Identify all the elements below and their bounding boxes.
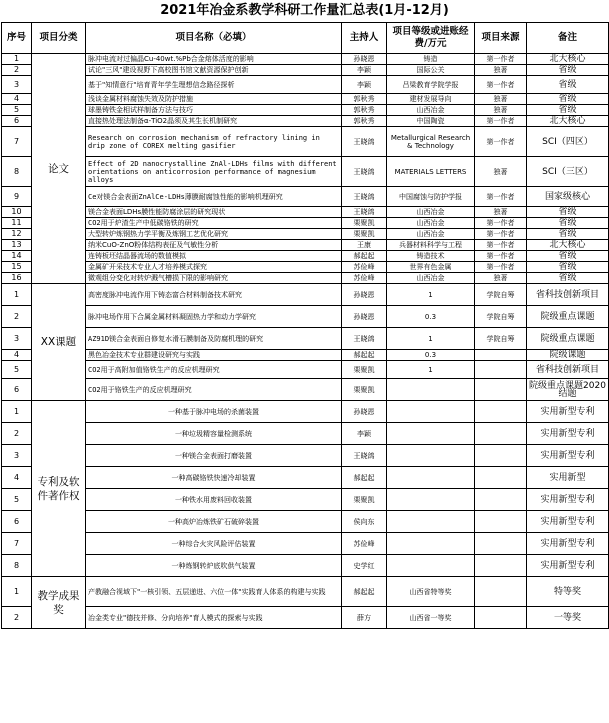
row-seq: 2	[2, 423, 32, 445]
row-seq: 13	[2, 240, 32, 251]
row-leader: 王晓鸽	[342, 328, 387, 350]
row-seq: 4	[2, 350, 32, 361]
row-name: 高密度脉冲电流作用下铸态富合材料制备技术研究	[86, 284, 342, 306]
table-row	[2, 240, 609, 251]
table-row	[2, 306, 609, 328]
row-source	[475, 511, 527, 533]
row-source: 学院自筹	[475, 328, 527, 350]
table-row	[2, 187, 609, 207]
row-seq: 6	[2, 379, 32, 401]
row-name: 镁合金表面LDHs膜性能防腐涂层的研究现状	[86, 207, 342, 218]
row-leader: 栗聚凯	[342, 361, 387, 379]
row-name: 产教融合视域下"一核引领、五层递进、六位一体"实践育人体系的构建与实践	[86, 577, 342, 607]
row-level: 铸造	[387, 54, 475, 65]
row-seq: 4	[2, 467, 32, 489]
row-note: 省级	[527, 207, 609, 218]
table-row	[2, 533, 609, 555]
row-name: 金属矿开采技术专业人才培养模式探究	[86, 262, 342, 273]
row-name: 一种垃圾精容量检测系统	[86, 423, 342, 445]
header-category: 项目分类	[32, 23, 86, 54]
row-leader: 李颖	[342, 65, 387, 76]
page-title: 2021年冶金系教学科研工作量汇总表(1月-12月)	[160, 3, 449, 18]
row-seq: 3	[2, 328, 32, 350]
row-seq: 11	[2, 218, 32, 229]
row-leader: 孙晓恩	[342, 401, 387, 423]
row-leader: 郭秋秀	[342, 116, 387, 127]
row-note: 省科技创新项目	[527, 361, 609, 379]
row-leader: 王晓鸽	[342, 207, 387, 218]
table-row	[2, 251, 609, 262]
row-seq: 5	[2, 361, 32, 379]
row-leader: 苏俭峰	[342, 533, 387, 555]
table-body	[2, 54, 609, 629]
row-seq: 2	[2, 306, 32, 328]
row-source	[475, 379, 527, 401]
row-name: 黑色冶金技术专业群建设研究与实践	[86, 350, 342, 361]
row-note: 省级	[527, 218, 609, 229]
row-note: 实用新型专利	[527, 533, 609, 555]
table-row	[2, 105, 609, 116]
row-seq: 5	[2, 105, 32, 116]
row-note: SCI（三区）	[527, 157, 609, 187]
table-row	[2, 489, 609, 511]
row-note: 实用新型专利	[527, 401, 609, 423]
row-name: 一种基于脉冲电场的杀菌装置	[86, 401, 342, 423]
row-seq: 15	[2, 262, 32, 273]
row-note: 省级	[527, 105, 609, 116]
header-leader: 主持人	[342, 23, 387, 54]
table-row	[2, 511, 609, 533]
row-source: 第一作者	[475, 251, 527, 262]
row-leader: 王康	[342, 240, 387, 251]
row-level: 铸造技术	[387, 251, 475, 262]
row-leader: 薛方	[342, 607, 387, 629]
row-seq: 14	[2, 251, 32, 262]
row-level: 中国腐蚀与防护学报	[387, 187, 475, 207]
row-level	[387, 489, 475, 511]
header-seq: 序号	[2, 23, 32, 54]
row-note: 院级课题	[527, 350, 609, 361]
row-leader: 栗聚凯	[342, 489, 387, 511]
row-level: 吕梁教育学院学报	[387, 76, 475, 94]
row-level: 1	[387, 361, 475, 379]
row-source: 独著	[475, 157, 527, 187]
header-source: 项目来源	[475, 23, 527, 54]
row-name: CO2用于炉渣生产中低碳铬铁的研究	[86, 218, 342, 229]
row-level: 山西冶金	[387, 229, 475, 240]
header-note: 备注	[527, 23, 609, 54]
row-source	[475, 401, 527, 423]
row-seq: 6	[2, 511, 32, 533]
row-level	[387, 555, 475, 577]
row-note: 省级	[527, 65, 609, 76]
row-name: CO2用于高附加值铬铁生产的反应机理研究	[86, 361, 342, 379]
row-leader: 苏俭峰	[342, 262, 387, 273]
table-row	[2, 577, 609, 607]
row-leader: 栗聚凯	[342, 229, 387, 240]
row-source	[475, 533, 527, 555]
header-level: 项目等级或进账经费/万元	[387, 23, 475, 54]
table-row	[2, 273, 609, 284]
row-level: 山西冶金	[387, 218, 475, 229]
row-seq: 8	[2, 555, 32, 577]
row-level: 山西省一等奖	[387, 607, 475, 629]
row-note: 省级	[527, 94, 609, 105]
table-row	[2, 54, 609, 65]
table-row	[2, 218, 609, 229]
row-name: 球墨铸铁金相试样制备方法与技巧	[86, 105, 342, 116]
row-note: 北大核心	[527, 54, 609, 65]
row-name: Research on corrosion mechanism of refractory lining in drip zone of COREX melting gasifier	[86, 127, 342, 157]
row-note: 实用新型专利	[527, 489, 609, 511]
row-source: 独著	[475, 94, 527, 105]
row-leader: 李颖	[342, 76, 387, 94]
row-level: 山西冶金	[387, 105, 475, 116]
header-name: 项目名称（必填）	[86, 23, 342, 54]
table-row	[2, 401, 609, 423]
row-name: 纳米CuO-ZnO粉体结构表征及气敏性分析	[86, 240, 342, 251]
row-leader: 栗聚凯	[342, 379, 387, 401]
row-level: Metallurgical Research & Technology	[387, 127, 475, 157]
row-level	[387, 401, 475, 423]
row-level: MATERIALS LETTERS	[387, 157, 475, 187]
row-source	[475, 467, 527, 489]
row-leader: 王晓鸽	[342, 157, 387, 187]
row-name: 脉冲电场作用下合属金属材料凝固热力学和动力学研究	[86, 306, 342, 328]
row-seq: 2	[2, 65, 32, 76]
row-leader: 郝起起	[342, 251, 387, 262]
workload-table	[1, 22, 609, 629]
row-name: CO2用于铬铁生产的反应机理研究	[86, 379, 342, 401]
row-leader: 王晓鸽	[342, 187, 387, 207]
row-leader: 王晓鸽	[342, 127, 387, 157]
row-seq: 7	[2, 127, 32, 157]
row-level: 山西冶金	[387, 207, 475, 218]
row-source: 学院自筹	[475, 284, 527, 306]
row-seq: 1	[2, 401, 32, 423]
row-leader: 侯向东	[342, 511, 387, 533]
row-level: 1	[387, 284, 475, 306]
row-name: 试论"三风"建设视野下高校图书馆文献资源保护创新	[86, 65, 342, 76]
row-seq: 5	[2, 489, 32, 511]
table-row	[2, 350, 609, 361]
row-seq: 9	[2, 187, 32, 207]
row-level	[387, 533, 475, 555]
row-level	[387, 467, 475, 489]
row-seq: 4	[2, 94, 32, 105]
row-seq: 12	[2, 229, 32, 240]
category-cell: 专利及软件著作权	[32, 401, 86, 577]
row-level: 山西冶金	[387, 273, 475, 284]
row-note: 特等奖	[527, 577, 609, 607]
row-note: 院级重点课题	[527, 328, 609, 350]
row-note: 院级重点课题2020结题	[527, 379, 609, 401]
row-note: 省级	[527, 273, 609, 284]
table-row	[2, 555, 609, 577]
row-seq: 2	[2, 607, 32, 629]
row-seq: 8	[2, 157, 32, 187]
row-name: 一种炼钢转炉底吹供气装置	[86, 555, 342, 577]
row-note: 实用新型	[527, 467, 609, 489]
row-level: 建材发展导向	[387, 94, 475, 105]
row-note: 实用新型专利	[527, 423, 609, 445]
row-name: 直接热处理法制备α-TiO2晶须及其生长机制研究	[86, 116, 342, 127]
row-name: Ce对镁合金表面ZnAlCe-LDHs薄膜耐腐蚀性能的影响机理研究	[86, 187, 342, 207]
row-level	[387, 445, 475, 467]
row-level: 0.3	[387, 350, 475, 361]
row-note: 省级	[527, 76, 609, 94]
row-name: 冶金类专业"德技并修、分向培养"育人模式的探索与实践	[86, 607, 342, 629]
row-seq: 1	[2, 54, 32, 65]
category-cell: 论文	[32, 54, 86, 284]
table-row	[2, 76, 609, 94]
row-source: 第一作者	[475, 229, 527, 240]
row-leader: 栗聚凯	[342, 218, 387, 229]
row-source	[475, 361, 527, 379]
row-name: 浅谈金属材料腐蚀失效及防护措施	[86, 94, 342, 105]
row-level	[387, 511, 475, 533]
row-level: 世界有色金属	[387, 262, 475, 273]
table-row	[2, 607, 609, 629]
row-name: 一种铁水用废料回收装置	[86, 489, 342, 511]
row-source	[475, 423, 527, 445]
row-seq: 6	[2, 116, 32, 127]
row-note: 省级	[527, 251, 609, 262]
row-note: 一等奖	[527, 607, 609, 629]
row-source: 第一作者	[475, 218, 527, 229]
row-leader: 孙晓恩	[342, 284, 387, 306]
row-seq: 7	[2, 533, 32, 555]
row-leader: 李颖	[342, 423, 387, 445]
row-note: 北大核心	[527, 116, 609, 127]
table-row	[2, 361, 609, 379]
table-row	[2, 127, 609, 157]
row-seq: 16	[2, 273, 32, 284]
row-source: 第一作者	[475, 187, 527, 207]
row-note: 实用新型专利	[527, 555, 609, 577]
row-note: 实用新型专利	[527, 445, 609, 467]
row-leader: 郝起起	[342, 467, 387, 489]
row-note: 国家级核心	[527, 187, 609, 207]
table-row	[2, 284, 609, 306]
row-source	[475, 555, 527, 577]
row-source	[475, 577, 527, 607]
row-note: 省级	[527, 262, 609, 273]
row-source: 第一作者	[475, 54, 527, 65]
row-source: 独著	[475, 273, 527, 284]
row-name: 一种高碳铬铁快速冷却装置	[86, 467, 342, 489]
row-leader: 苏俭峰	[342, 273, 387, 284]
row-leader: 郭秋秀	[342, 105, 387, 116]
row-name: 大型转炉炼钢热力学平衡及炼钢工艺优化研究	[86, 229, 342, 240]
row-seq: 10	[2, 207, 32, 218]
row-name: 基于"知情意行"培育青年学生理想信念路径探析	[86, 76, 342, 94]
row-source: 独著	[475, 105, 527, 116]
header-row	[2, 23, 609, 54]
table-row	[2, 65, 609, 76]
row-level: 1	[387, 328, 475, 350]
row-leader: 郭秋秀	[342, 94, 387, 105]
row-name: Effect of 2D nanocrystalline ZnAl-LDHs films with different orientations on anticorrosion performance of magnesium alloys	[86, 157, 342, 187]
table-row	[2, 116, 609, 127]
row-seq: 1	[2, 577, 32, 607]
row-source	[475, 489, 527, 511]
row-source: 独著	[475, 65, 527, 76]
table-row	[2, 379, 609, 401]
row-level	[387, 379, 475, 401]
row-note: SCI（四区）	[527, 127, 609, 157]
row-seq: 1	[2, 284, 32, 306]
row-name: 一种高炉冶炼铁矿石破碎装置	[86, 511, 342, 533]
table-row	[2, 207, 609, 218]
row-name: 脉冲电流对过偏晶Cu-40wt.%Pb合金熔体活度的影响	[86, 54, 342, 65]
row-source	[475, 445, 527, 467]
table-row	[2, 445, 609, 467]
row-name: AZ91D镁合金表面自修复水滑石膜制备及防腐机理的研究	[86, 328, 342, 350]
row-leader: 王晓鸽	[342, 445, 387, 467]
row-level	[387, 423, 475, 445]
table-row	[2, 467, 609, 489]
row-note: 院级重点课题	[527, 306, 609, 328]
table-row	[2, 262, 609, 273]
row-leader: 史学红	[342, 555, 387, 577]
row-seq: 3	[2, 76, 32, 94]
row-source: 独著	[475, 207, 527, 218]
row-leader: 孙晓恩	[342, 306, 387, 328]
table-row	[2, 423, 609, 445]
row-leader: 郝起起	[342, 577, 387, 607]
row-leader: 郝起起	[342, 350, 387, 361]
row-name: 微观组分变化对转炉溅气槽损下限的影响研究	[86, 273, 342, 284]
row-level: 0.3	[387, 306, 475, 328]
row-name: 连铸板坯结晶器流场的数值模拟	[86, 251, 342, 262]
row-level: 国际公关	[387, 65, 475, 76]
row-source: 第一作者	[475, 127, 527, 157]
row-source: 第一作者	[475, 240, 527, 251]
row-note: 省级	[527, 229, 609, 240]
table-row	[2, 229, 609, 240]
table-row	[2, 328, 609, 350]
row-source	[475, 607, 527, 629]
row-source	[475, 350, 527, 361]
row-source: 学院自筹	[475, 306, 527, 328]
row-level: 山西省特等奖	[387, 577, 475, 607]
table-row	[2, 94, 609, 105]
row-name: 一种镁合金表面打磨装置	[86, 445, 342, 467]
row-note: 北大核心	[527, 240, 609, 251]
table-row	[2, 157, 609, 187]
category-cell: 教学成果奖	[32, 577, 86, 629]
row-name: 一种综合火灾风险评估装置	[86, 533, 342, 555]
row-seq: 3	[2, 445, 32, 467]
row-note: 省科技创新项目	[527, 284, 609, 306]
row-source: 第一作者	[475, 262, 527, 273]
row-level: 中国陶瓷	[387, 116, 475, 127]
row-level: 兵器材料科学与工程	[387, 240, 475, 251]
row-source: 第一作者	[475, 116, 527, 127]
row-source: 第一作者	[475, 76, 527, 94]
category-cell: XX课题	[32, 284, 86, 401]
row-note: 实用新型专利	[527, 511, 609, 533]
row-leader: 孙晓恩	[342, 54, 387, 65]
